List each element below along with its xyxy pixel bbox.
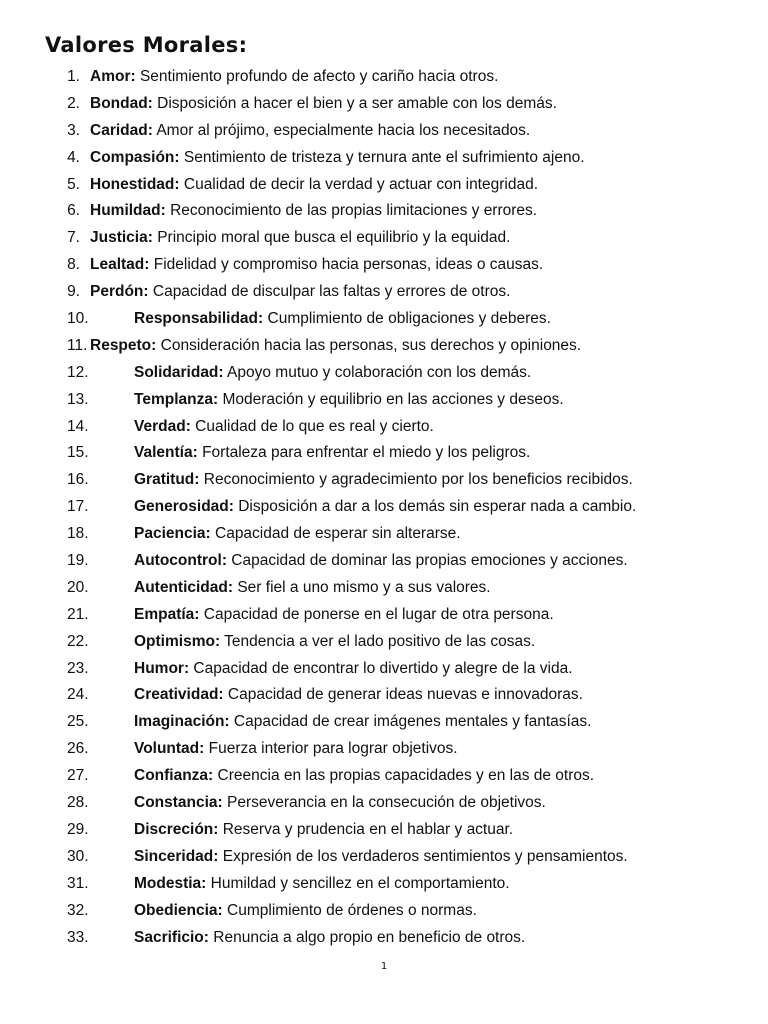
list-item-number: 17.: [67, 498, 89, 516]
list-item-number: 20.: [67, 578, 89, 596]
value-description: Consideración hacia las personas, sus derechos y opiniones.: [160, 336, 582, 354]
list-item-number: 4.: [67, 148, 80, 166]
list-item-number: 2.: [67, 94, 80, 112]
value-term: Optimismo:: [134, 632, 221, 650]
value-description: Reserva y prudencia en el hablar y actuar.: [222, 820, 514, 838]
list-item-text: [90, 225, 510, 252]
list-item-text: [90, 118, 530, 145]
list-item-text: [134, 790, 546, 817]
list-item-text: [134, 414, 434, 441]
value-description: Fuerza interior para lograr objetivos.: [208, 740, 458, 758]
list-item-number: 26.: [67, 740, 89, 758]
value-term: Sinceridad:: [134, 847, 219, 865]
value-term: Generosidad:: [134, 498, 234, 516]
list-item-text: [134, 548, 628, 575]
list-item-number: 27.: [67, 767, 89, 785]
list-item-text: [90, 64, 498, 91]
list-item-text: [134, 682, 583, 709]
value-description: Capacidad de crear imágenes mentales y fantasías.: [233, 713, 592, 731]
value-term: Autocontrol:: [134, 552, 227, 570]
list-item-number: 12.: [67, 363, 89, 381]
value-term: Modestia:: [134, 874, 207, 892]
value-term: Imaginación:: [134, 713, 230, 731]
value-term: Humildad:: [90, 202, 166, 220]
list-item-text: [134, 898, 477, 925]
list-item-number: 1.: [67, 68, 80, 85]
value-description: Cualidad de lo que es real y cierto.: [195, 417, 434, 435]
list-item-text: [90, 91, 557, 118]
page-title: Valores Morales:: [45, 33, 248, 57]
list-item-number: 16.: [67, 471, 89, 489]
value-description: Ser fiel a uno mismo y a sus valores.: [237, 578, 491, 596]
value-description: Capacidad de disculpar las faltas y errores de otros.: [152, 283, 511, 301]
value-description: Principio moral que busca el equilibrio y la equidad.: [157, 229, 511, 247]
value-description: Humildad y sencillez en el comportamiento.: [210, 874, 510, 892]
list-item-text: [134, 440, 530, 467]
list-item-number: 10.: [67, 310, 89, 328]
value-description: Perseverancia en la consecución de objetivos.: [227, 794, 546, 812]
list-item-number: 29.: [67, 820, 89, 838]
list-item-text: [134, 629, 535, 656]
value-description: Capacidad de ponerse en el lugar de otra persona.: [203, 605, 554, 623]
value-term: Templanza:: [134, 390, 219, 408]
value-description: Sentimiento de tristeza y ternura ante el sufrimiento ajeno.: [183, 148, 585, 166]
list-item-text: [90, 145, 585, 172]
value-description: Disposición a dar a los demás sin esperar nada a cambio.: [238, 498, 637, 516]
value-term: Sacrificio:: [134, 928, 209, 946]
list-item-number: 21.: [67, 605, 89, 623]
value-term: Creatividad:: [134, 686, 224, 704]
list-item-number: 8.: [67, 256, 80, 274]
list-item-number: 6.: [67, 202, 80, 220]
list-item-number: 13.: [67, 390, 89, 408]
list-item-text: [134, 521, 461, 548]
value-description: Moderación y equilibrio en las acciones y deseos.: [222, 390, 564, 408]
list-item-text: [134, 602, 554, 629]
value-term: Obediencia:: [134, 901, 223, 919]
value-term: Bondad:: [90, 94, 153, 112]
list-item-number: 18.: [67, 525, 89, 543]
list-item-text: [134, 817, 513, 844]
list-item-number: 7.: [67, 229, 80, 247]
list-item-text: [134, 656, 573, 683]
list-item-number: 31.: [67, 874, 89, 892]
list-item-number: 5.: [67, 175, 80, 193]
list-item-number: 3.: [67, 121, 80, 139]
value-description: Cumplimiento de órdenes o normas.: [227, 901, 477, 919]
list-item-text: [90, 333, 581, 360]
value-description: Capacidad de encontrar lo divertido y alegre de la vida.: [193, 659, 573, 677]
value-term: Respeto:: [90, 336, 157, 354]
list-item-text: [134, 763, 594, 790]
list-item-text: [134, 575, 491, 602]
list-item-text: [90, 172, 538, 199]
list-item-text: [134, 467, 633, 494]
list-item-text: [134, 709, 591, 736]
value-term: Caridad:: [90, 121, 153, 139]
value-description: Tendencia a ver el lado positivo de las cosas.: [224, 632, 536, 650]
value-description: Reconocimiento de las propias limitaciones y errores.: [170, 202, 538, 220]
value-term: Humor:: [134, 659, 190, 677]
value-term: Compasión:: [90, 148, 180, 166]
list-item-number: 19.: [67, 552, 89, 570]
list-item-text: [134, 306, 551, 333]
value-description: Fidelidad y compromiso hacia personas, ideas o causas.: [153, 256, 544, 274]
list-item-number: 33.: [67, 928, 89, 946]
value-term: Empatía:: [134, 605, 200, 623]
list-item-number: 9.: [67, 283, 80, 301]
list-item-text: [134, 494, 636, 521]
value-description: Disposición a hacer el bien y a ser amable con los demás.: [157, 94, 557, 112]
value-description: Cualidad de decir la verdad y actuar con integridad.: [183, 175, 539, 193]
list-item-text: [90, 279, 510, 306]
value-description: Amor al prójimo, especialmente hacia los necesitados.: [156, 121, 531, 139]
value-description: Creencia en las propias capacidades y en las de otros.: [217, 767, 595, 785]
list-item-number: 23.: [67, 659, 89, 677]
list-item-text: [134, 925, 525, 952]
list-item-text: [90, 252, 543, 279]
list-item-text: [134, 360, 531, 387]
list-item-number: 32.: [67, 901, 89, 919]
list-item-number: 28.: [67, 794, 89, 812]
list-item-number: 22.: [67, 632, 89, 650]
value-term: Responsabilidad:: [134, 310, 264, 328]
value-term: Constancia:: [134, 794, 223, 812]
list-item-text: [134, 736, 458, 763]
list-item-number: 11.: [67, 336, 88, 354]
value-description: Fortaleza para enfrentar el miedo y los peligros.: [202, 444, 531, 462]
list-item-number: 24.: [67, 686, 89, 704]
value-term: Autenticidad:: [134, 578, 234, 596]
value-description: Reconocimiento y agradecimiento por los beneficios recibidos.: [203, 471, 633, 489]
list-item-number: 25.: [67, 713, 89, 731]
list-item-text: [134, 844, 628, 871]
page-number: 1: [380, 961, 388, 972]
list-item-text: [134, 871, 510, 898]
value-term: Voluntad:: [134, 740, 205, 758]
value-description: Expresión de los verdaderos sentimientos y pensamientos.: [222, 847, 628, 865]
value-description: Cumplimiento de obligaciones y deberes.: [267, 310, 551, 328]
value-term: Gratitud:: [134, 471, 200, 489]
value-term: Perdón:: [90, 283, 149, 301]
list-item-text: [134, 387, 564, 414]
value-term: Honestidad:: [90, 175, 180, 193]
value-term: Valentía:: [134, 444, 198, 462]
value-description: Capacidad de esperar sin alterarse.: [215, 525, 461, 543]
list-item-number: 30.: [67, 847, 89, 865]
value-description: Capacidad de generar ideas nuevas e innovadoras.: [227, 686, 583, 704]
list-item-number: 15.: [67, 444, 89, 462]
value-term: Paciencia:: [134, 525, 211, 543]
value-term: Justicia:: [90, 229, 153, 247]
value-term: Amor:: [90, 68, 136, 85]
value-description: Sentimiento profundo de afecto y cariño hacia otros.: [139, 68, 499, 85]
list-item-text: [90, 198, 537, 225]
value-term: Confianza:: [134, 767, 214, 785]
value-term: Verdad:: [134, 417, 191, 435]
value-term: Discreción:: [134, 820, 219, 838]
value-term: Solidaridad:: [134, 363, 224, 381]
value-description: Apoyo mutuo y colaboración con los demás.: [227, 363, 532, 381]
value-term: Lealtad:: [90, 256, 150, 274]
list-item-number: 14.: [67, 417, 89, 435]
value-description: Renuncia a algo propio en beneficio de otros.: [213, 928, 526, 946]
value-description: Capacidad de dominar las propias emociones y acciones.: [231, 552, 628, 570]
